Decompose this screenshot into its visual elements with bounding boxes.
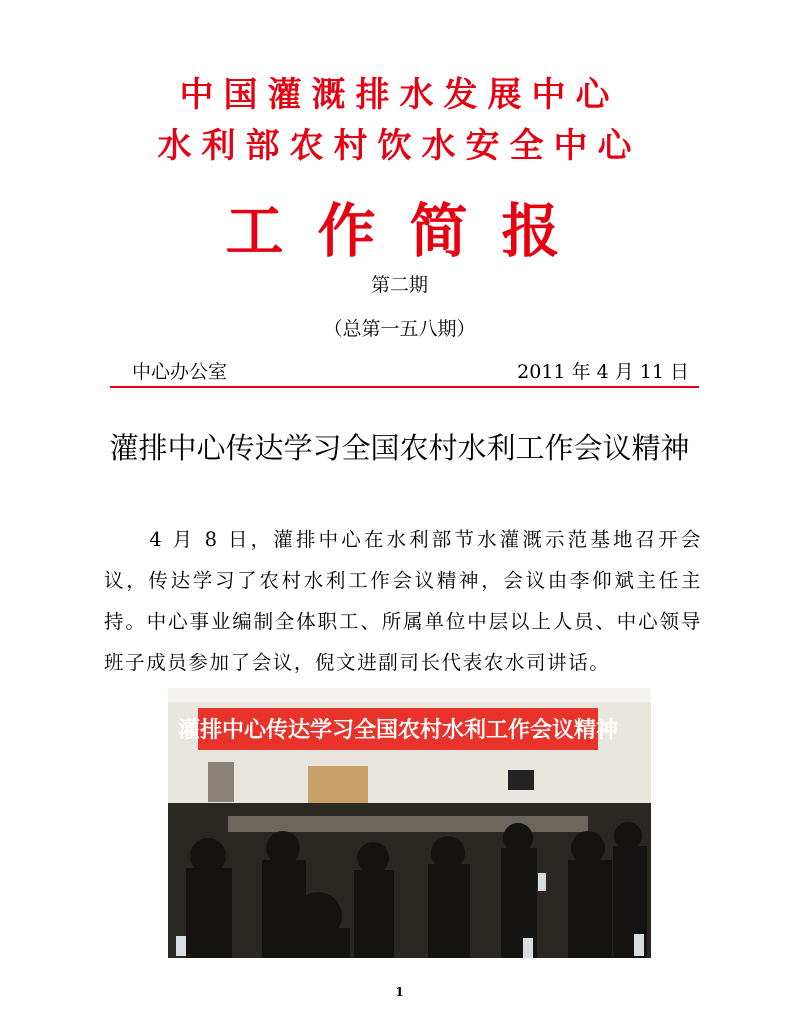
page-number: 1: [395, 985, 404, 999]
meeting-photo-illustration: [168, 688, 651, 958]
photo-banner: 灌排中心传达学习全国农村水利工作会议精神: [177, 718, 619, 743]
meeting-photo: [168, 688, 651, 958]
article-body: 4 月 8 日，灌排中心在水利部节水灌溉示范基地召开会议，传达学习了农村水利工作会议精神，会议由李仰斌主任主持。中心事业编制全体职工、所属单位中层以上人员、中心领导班子成员参加了会议，倪文进副司长代表农水司讲话。: [104, 528, 702, 674]
org-name-line-1: 中国灌溉排水发展中心: [179, 75, 620, 115]
masthead-title: 工作简报: [225, 197, 594, 265]
org-name-line-2: 水利部农村饮水安全中心: [157, 126, 642, 166]
issuing-office: 中心办公室: [132, 361, 228, 383]
issue-number: 第二期: [370, 274, 428, 296]
header-divider: [110, 386, 699, 388]
article-headline: 灌排中心传达学习全国农村水利工作会议精神: [109, 431, 690, 465]
issue-date: 2011 年 4 月 11 日: [517, 361, 689, 383]
total-issue-number: （总第一五八期）: [323, 318, 476, 340]
